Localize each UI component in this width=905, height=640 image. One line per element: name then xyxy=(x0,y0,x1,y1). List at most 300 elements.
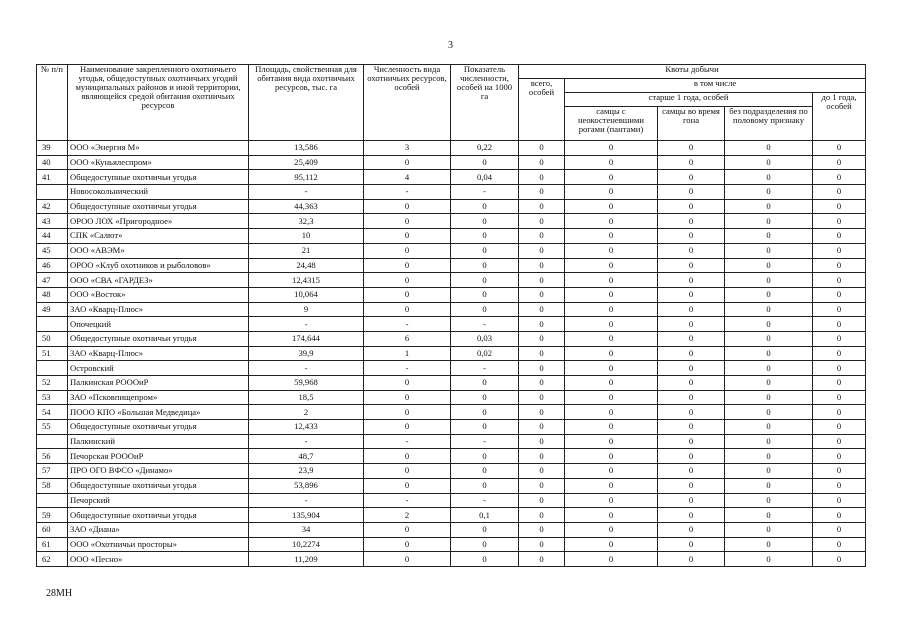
row-under1: 0 xyxy=(813,361,866,376)
row-no-sex: 0 xyxy=(725,317,813,332)
row-males-antlers: 0 xyxy=(565,361,658,376)
row-number: 54 xyxy=(37,405,68,420)
header-no-sex: без подразделения по половому признаку xyxy=(725,107,813,141)
row-males-antlers: 0 xyxy=(565,376,658,391)
row-under1: 0 xyxy=(813,537,866,552)
row-name: Общедоступные охотничьи угодья xyxy=(68,199,249,214)
row-under1: 0 xyxy=(813,317,866,332)
row-no-sex: 0 xyxy=(725,170,813,185)
row-population: 0 xyxy=(364,537,451,552)
table-row xyxy=(37,170,866,185)
row-area: 48,7 xyxy=(249,449,364,464)
table-row xyxy=(37,522,866,537)
row-number: 55 xyxy=(37,420,68,435)
row-no-sex: 0 xyxy=(725,537,813,552)
row-males-rut: 0 xyxy=(658,317,725,332)
row-no-sex: 0 xyxy=(725,420,813,435)
header-total: всего, особей xyxy=(519,79,565,141)
table-row xyxy=(37,229,866,244)
row-number: 62 xyxy=(37,552,68,567)
row-total: 0 xyxy=(519,287,565,302)
table-row xyxy=(37,493,866,508)
row-density: - xyxy=(451,361,519,376)
row-under1: 0 xyxy=(813,287,866,302)
row-males-antlers: 0 xyxy=(565,434,658,449)
row-males-rut: 0 xyxy=(658,273,725,288)
row-males-rut: 0 xyxy=(658,287,725,302)
row-males-rut: 0 xyxy=(658,464,725,479)
row-population: 0 xyxy=(364,199,451,214)
row-under1: 0 xyxy=(813,508,866,523)
row-area: 12,433 xyxy=(249,420,364,435)
row-density: 0 xyxy=(451,478,519,493)
row-number: 41 xyxy=(37,170,68,185)
row-no-sex: 0 xyxy=(725,199,813,214)
row-number: 60 xyxy=(37,522,68,537)
row-no-sex: 0 xyxy=(725,552,813,567)
row-number xyxy=(37,434,68,449)
row-males-rut: 0 xyxy=(658,229,725,244)
row-population: - xyxy=(364,185,451,200)
row-population: - xyxy=(364,317,451,332)
table-row xyxy=(37,155,866,170)
row-name: ООО «Энергия М» xyxy=(68,141,249,156)
row-number: 39 xyxy=(37,141,68,156)
row-total: 0 xyxy=(519,243,565,258)
header-num: № п/п xyxy=(37,65,68,141)
row-no-sex: 0 xyxy=(725,258,813,273)
row-name: ООО «Песно» xyxy=(68,552,249,567)
row-no-sex: 0 xyxy=(725,229,813,244)
header-older: старше 1 года, особей xyxy=(565,93,813,107)
row-density: 0,1 xyxy=(451,508,519,523)
footer-code: 28МН xyxy=(46,588,73,599)
row-name: ООО «Куньялеспром» xyxy=(68,155,249,170)
row-total: 0 xyxy=(519,170,565,185)
row-population: 0 xyxy=(364,243,451,258)
row-name: ОРОО «Клуб охотников и рыболовов» xyxy=(68,258,249,273)
row-no-sex: 0 xyxy=(725,434,813,449)
row-total: 0 xyxy=(519,434,565,449)
row-area: 9 xyxy=(249,302,364,317)
header-population: Численность вида охотничьих ресурсов, особей xyxy=(364,65,451,141)
row-population: 0 xyxy=(364,420,451,435)
row-number xyxy=(37,317,68,332)
table-row xyxy=(37,199,866,214)
table-row xyxy=(37,185,866,200)
row-males-rut: 0 xyxy=(658,493,725,508)
row-population: 0 xyxy=(364,405,451,420)
row-name: Новосокольнический xyxy=(68,185,249,200)
row-under1: 0 xyxy=(813,390,866,405)
header-males-antlers: самцы с неокостеневшими рогами (пантами) xyxy=(565,107,658,141)
header-density: Показатель численности, особей на 1000 га xyxy=(451,65,519,141)
row-population: 0 xyxy=(364,552,451,567)
table-row xyxy=(37,346,866,361)
row-density: 0 xyxy=(451,552,519,567)
row-area: 34 xyxy=(249,522,364,537)
row-under1: 0 xyxy=(813,243,866,258)
row-name: Общедоступные охотничьи угодья xyxy=(68,420,249,435)
row-name: ООО «АВЭМ» xyxy=(68,243,249,258)
row-density: 0,22 xyxy=(451,141,519,156)
row-males-rut: 0 xyxy=(658,346,725,361)
row-area: 32,3 xyxy=(249,214,364,229)
row-males-antlers: 0 xyxy=(565,390,658,405)
row-males-antlers: 0 xyxy=(565,155,658,170)
row-males-antlers: 0 xyxy=(565,346,658,361)
row-density: 0 xyxy=(451,243,519,258)
row-population: 0 xyxy=(364,155,451,170)
row-density: 0,03 xyxy=(451,331,519,346)
row-total: 0 xyxy=(519,199,565,214)
row-number: 42 xyxy=(37,199,68,214)
header-name: Наименование закрепленного охотничьего угодья, общедоступных охотничьих угодий муниципальных районов и иной территории, являющейся средой обитания охотничьих ресурсов xyxy=(68,65,249,141)
row-number: 61 xyxy=(37,537,68,552)
row-no-sex: 0 xyxy=(725,141,813,156)
row-area: 25,409 xyxy=(249,155,364,170)
row-males-antlers: 0 xyxy=(565,258,658,273)
row-name: Общедоступные охотничьи угодья xyxy=(68,478,249,493)
row-no-sex: 0 xyxy=(725,508,813,523)
row-males-rut: 0 xyxy=(658,537,725,552)
row-population: 1 xyxy=(364,346,451,361)
row-density: 0 xyxy=(451,376,519,391)
row-area: 174,644 xyxy=(249,331,364,346)
row-males-antlers: 0 xyxy=(565,449,658,464)
row-total: 0 xyxy=(519,361,565,376)
row-total: 0 xyxy=(519,390,565,405)
row-males-rut: 0 xyxy=(658,361,725,376)
row-under1: 0 xyxy=(813,141,866,156)
row-under1: 0 xyxy=(813,214,866,229)
row-area: 23,9 xyxy=(249,464,364,479)
row-under1: 0 xyxy=(813,420,866,435)
row-density: 0 xyxy=(451,273,519,288)
row-no-sex: 0 xyxy=(725,449,813,464)
row-under1: 0 xyxy=(813,331,866,346)
row-number: 49 xyxy=(37,302,68,317)
row-under1: 0 xyxy=(813,346,866,361)
row-no-sex: 0 xyxy=(725,155,813,170)
row-population: 0 xyxy=(364,390,451,405)
table-row xyxy=(37,214,866,229)
row-name: Печорская РОООиР xyxy=(68,449,249,464)
row-number: 47 xyxy=(37,273,68,288)
row-total: 0 xyxy=(519,141,565,156)
row-no-sex: 0 xyxy=(725,243,813,258)
row-no-sex: 0 xyxy=(725,302,813,317)
row-name: Палкинская РОООиР xyxy=(68,376,249,391)
row-total: 0 xyxy=(519,214,565,229)
row-total: 0 xyxy=(519,376,565,391)
row-area: 2 xyxy=(249,405,364,420)
row-males-rut: 0 xyxy=(658,243,725,258)
header-under1: до 1 года, особей xyxy=(813,93,866,141)
row-males-antlers: 0 xyxy=(565,552,658,567)
table-row xyxy=(37,141,866,156)
row-number: 46 xyxy=(37,258,68,273)
row-males-antlers: 0 xyxy=(565,199,658,214)
row-no-sex: 0 xyxy=(725,522,813,537)
row-males-rut: 0 xyxy=(658,434,725,449)
row-density: 0,02 xyxy=(451,346,519,361)
row-population: 0 xyxy=(364,258,451,273)
row-no-sex: 0 xyxy=(725,390,813,405)
row-total: 0 xyxy=(519,464,565,479)
row-area: 95,112 xyxy=(249,170,364,185)
row-area: 10,064 xyxy=(249,287,364,302)
row-number: 48 xyxy=(37,287,68,302)
row-number: 43 xyxy=(37,214,68,229)
row-number: 44 xyxy=(37,229,68,244)
row-population: - xyxy=(364,493,451,508)
table-row xyxy=(37,243,866,258)
row-males-antlers: 0 xyxy=(565,229,658,244)
header-quotas: Квоты добычи xyxy=(519,65,866,79)
row-total: 0 xyxy=(519,478,565,493)
row-area: 24,48 xyxy=(249,258,364,273)
row-total: 0 xyxy=(519,331,565,346)
row-males-antlers: 0 xyxy=(565,537,658,552)
row-area: 10 xyxy=(249,229,364,244)
row-number xyxy=(37,493,68,508)
row-density: 0 xyxy=(451,464,519,479)
row-under1: 0 xyxy=(813,273,866,288)
row-males-rut: 0 xyxy=(658,331,725,346)
row-population: 0 xyxy=(364,287,451,302)
row-no-sex: 0 xyxy=(725,405,813,420)
row-population: 0 xyxy=(364,449,451,464)
row-males-antlers: 0 xyxy=(565,185,658,200)
row-under1: 0 xyxy=(813,302,866,317)
row-area: - xyxy=(249,185,364,200)
row-area: - xyxy=(249,361,364,376)
row-males-rut: 0 xyxy=(658,522,725,537)
row-area: 135,904 xyxy=(249,508,364,523)
row-under1: 0 xyxy=(813,478,866,493)
row-population: - xyxy=(364,361,451,376)
row-males-rut: 0 xyxy=(658,155,725,170)
row-no-sex: 0 xyxy=(725,287,813,302)
row-under1: 0 xyxy=(813,464,866,479)
row-name: ОРОО ЛОХ «Пригородное» xyxy=(68,214,249,229)
table-row xyxy=(37,464,866,479)
row-density: 0 xyxy=(451,199,519,214)
table-row xyxy=(37,552,866,567)
row-under1: 0 xyxy=(813,229,866,244)
row-under1: 0 xyxy=(813,170,866,185)
row-population: 6 xyxy=(364,331,451,346)
row-total: 0 xyxy=(519,317,565,332)
row-males-rut: 0 xyxy=(658,508,725,523)
row-population: 2 xyxy=(364,508,451,523)
row-number: 40 xyxy=(37,155,68,170)
row-area: 18,5 xyxy=(249,390,364,405)
row-males-antlers: 0 xyxy=(565,522,658,537)
row-males-antlers: 0 xyxy=(565,273,658,288)
row-area: 13,586 xyxy=(249,141,364,156)
table-row xyxy=(37,434,866,449)
row-name: Общедоступные охотничьи угодья xyxy=(68,170,249,185)
row-males-antlers: 0 xyxy=(565,214,658,229)
row-area: 44,363 xyxy=(249,199,364,214)
row-under1: 0 xyxy=(813,185,866,200)
row-population: 0 xyxy=(364,229,451,244)
row-density: 0 xyxy=(451,405,519,420)
row-males-antlers: 0 xyxy=(565,302,658,317)
row-total: 0 xyxy=(519,258,565,273)
table-row xyxy=(37,537,866,552)
header-including: в том числе xyxy=(565,79,866,93)
row-no-sex: 0 xyxy=(725,478,813,493)
quota-table xyxy=(36,64,866,567)
row-density: 0 xyxy=(451,214,519,229)
header-males-rut: самцы во время гона xyxy=(658,107,725,141)
row-area: 59,968 xyxy=(249,376,364,391)
row-under1: 0 xyxy=(813,376,866,391)
row-name: ЗАО «Диана» xyxy=(68,522,249,537)
row-males-rut: 0 xyxy=(658,478,725,493)
row-males-antlers: 0 xyxy=(565,317,658,332)
table-row xyxy=(37,302,866,317)
row-number: 57 xyxy=(37,464,68,479)
row-total: 0 xyxy=(519,420,565,435)
row-males-antlers: 0 xyxy=(565,464,658,479)
row-name: Опочецкий xyxy=(68,317,249,332)
row-name: СПК «Салют» xyxy=(68,229,249,244)
row-males-rut: 0 xyxy=(658,405,725,420)
row-population: 0 xyxy=(364,302,451,317)
row-name: ПООО КПО «Большая Медведица» xyxy=(68,405,249,420)
row-males-rut: 0 xyxy=(658,420,725,435)
table-row xyxy=(37,317,866,332)
row-under1: 0 xyxy=(813,405,866,420)
row-no-sex: 0 xyxy=(725,493,813,508)
row-males-rut: 0 xyxy=(658,258,725,273)
row-number: 52 xyxy=(37,376,68,391)
row-number xyxy=(37,361,68,376)
row-density: 0 xyxy=(451,287,519,302)
row-area: 53,896 xyxy=(249,478,364,493)
row-area: 39,9 xyxy=(249,346,364,361)
row-number: 58 xyxy=(37,478,68,493)
table-row xyxy=(37,273,866,288)
row-males-rut: 0 xyxy=(658,390,725,405)
row-males-antlers: 0 xyxy=(565,405,658,420)
row-number xyxy=(37,185,68,200)
row-area: - xyxy=(249,434,364,449)
row-number: 51 xyxy=(37,346,68,361)
table-row xyxy=(37,390,866,405)
row-no-sex: 0 xyxy=(725,185,813,200)
row-density: 0 xyxy=(451,302,519,317)
row-name: Общедоступные охотничьи угодья xyxy=(68,508,249,523)
row-no-sex: 0 xyxy=(725,346,813,361)
row-population: 0 xyxy=(364,376,451,391)
row-density: 0 xyxy=(451,420,519,435)
table-row xyxy=(37,361,866,376)
row-males-antlers: 0 xyxy=(565,287,658,302)
row-population: 4 xyxy=(364,170,451,185)
row-total: 0 xyxy=(519,508,565,523)
page-number: 3 xyxy=(448,40,453,51)
row-no-sex: 0 xyxy=(725,464,813,479)
row-males-rut: 0 xyxy=(658,170,725,185)
row-males-rut: 0 xyxy=(658,214,725,229)
row-under1: 0 xyxy=(813,199,866,214)
row-males-antlers: 0 xyxy=(565,243,658,258)
table-row xyxy=(37,376,866,391)
row-population: 0 xyxy=(364,214,451,229)
row-males-rut: 0 xyxy=(658,185,725,200)
row-males-rut: 0 xyxy=(658,141,725,156)
row-total: 0 xyxy=(519,537,565,552)
row-number: 50 xyxy=(37,331,68,346)
row-population: 0 xyxy=(364,273,451,288)
row-total: 0 xyxy=(519,449,565,464)
row-males-antlers: 0 xyxy=(565,141,658,156)
row-density: 0,04 xyxy=(451,170,519,185)
row-total: 0 xyxy=(519,302,565,317)
row-total: 0 xyxy=(519,405,565,420)
row-males-antlers: 0 xyxy=(565,170,658,185)
row-population: 0 xyxy=(364,522,451,537)
row-total: 0 xyxy=(519,155,565,170)
row-males-antlers: 0 xyxy=(565,331,658,346)
row-density: 0 xyxy=(451,229,519,244)
row-density: 0 xyxy=(451,537,519,552)
row-under1: 0 xyxy=(813,258,866,273)
row-males-rut: 0 xyxy=(658,199,725,214)
row-area: - xyxy=(249,317,364,332)
table-row xyxy=(37,420,866,435)
row-density: 0 xyxy=(451,449,519,464)
row-total: 0 xyxy=(519,185,565,200)
row-density: - xyxy=(451,317,519,332)
row-under1: 0 xyxy=(813,449,866,464)
row-total: 0 xyxy=(519,273,565,288)
row-males-antlers: 0 xyxy=(565,493,658,508)
row-name: Общедоступные охотничьи угодья xyxy=(68,331,249,346)
row-density: 0 xyxy=(451,522,519,537)
row-number: 56 xyxy=(37,449,68,464)
row-density: - xyxy=(451,185,519,200)
row-under1: 0 xyxy=(813,155,866,170)
row-name: ООО «СВА «ГАРДЕЗ» xyxy=(68,273,249,288)
row-area: 10,2274 xyxy=(249,537,364,552)
row-density: 0 xyxy=(451,155,519,170)
row-total: 0 xyxy=(519,552,565,567)
row-no-sex: 0 xyxy=(725,273,813,288)
row-under1: 0 xyxy=(813,434,866,449)
table-row xyxy=(37,508,866,523)
row-population: 0 xyxy=(364,464,451,479)
row-males-rut: 0 xyxy=(658,376,725,391)
table-row xyxy=(37,478,866,493)
row-males-antlers: 0 xyxy=(565,508,658,523)
row-number: 53 xyxy=(37,390,68,405)
row-area: 11,209 xyxy=(249,552,364,567)
row-population: 0 xyxy=(364,478,451,493)
row-name: ПРО ОГО ВФСО «Динамо» xyxy=(68,464,249,479)
row-total: 0 xyxy=(519,346,565,361)
row-area: 21 xyxy=(249,243,364,258)
row-males-rut: 0 xyxy=(658,449,725,464)
row-total: 0 xyxy=(519,522,565,537)
row-under1: 0 xyxy=(813,552,866,567)
row-density: - xyxy=(451,493,519,508)
